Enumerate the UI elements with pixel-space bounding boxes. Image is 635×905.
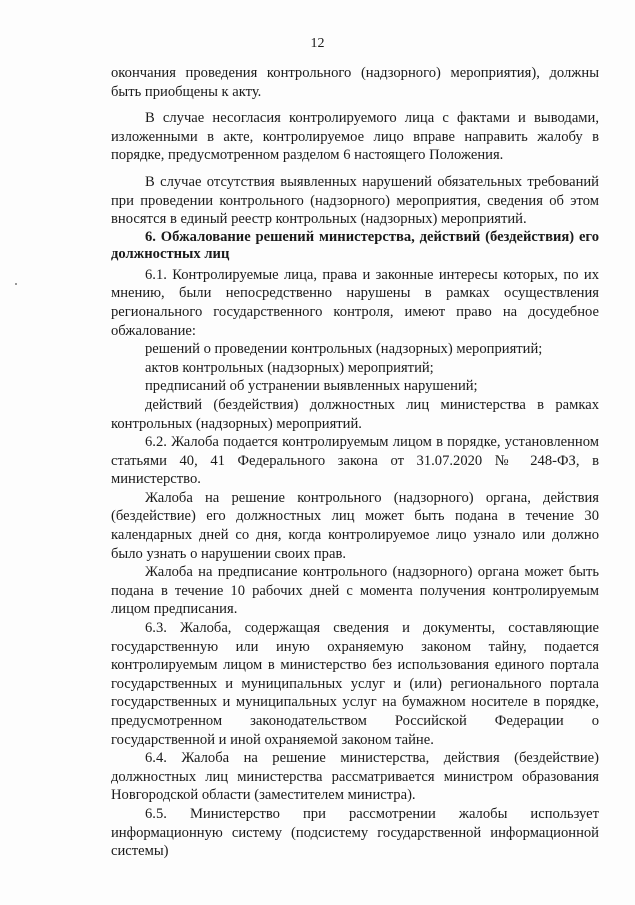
paragraph-disagreement: В случае несогласия контролируемого лица с фактами и выводами, изложенными в акте, контролируемое лицо вправе направить жалобу в порядке, предусмотренном разделом 6 настоящего Положения.	[111, 110, 599, 164]
section-heading: 6. Обжалование решений министерства, действий (бездействия) его должностных лиц	[111, 228, 599, 262]
list-item: предписаний об устранении выявленных нарушений;	[145, 378, 478, 395]
scan-speck	[15, 283, 17, 285]
paragraph-continuation: окончания проведения контрольного (надзорного) мероприятия), должны быть приобщены к акту.	[111, 65, 599, 100]
list-item: решений о проведении контрольных (надзорных) мероприятий;	[145, 341, 543, 358]
paragraph-6-5: 6.5. Министерство при рассмотрении жалобы использует информационную систему (подсистему государственной информационной системы)	[111, 805, 599, 860]
paragraph-6-4: 6.4. Жалоба на решение министерства, действия (бездействие) должностных лиц министерства рассматривается министром образования Новгородской области (заместителем министра).	[111, 750, 599, 804]
list-item: действий (бездействия) должностных лиц министерства в рамках контрольных (надзорных) мероприятий.	[111, 396, 599, 432]
paragraph-6-3: 6.3. Жалоба, содержащая сведения и документы, составляющие государственную или иную охраняемую законом тайну, подается контролируемым лицом в министерство без использования единого портала государственных и муниципальных услуг и (или) регионального портала государственных и муниципальных услуг на бумажном носителе в порядке, предусмотренном законодательством Российской Федерации о государственной и иной охраняемой законом тайне.	[111, 620, 599, 748]
list-item: актов контрольных (надзорных) мероприятий;	[145, 359, 434, 376]
paragraph-no-violations: В случае отсутствия выявленных нарушений обязательных требований при проведении контрольного (надзорного) мероприятия, сведения об этом вносятся в единый реестр контрольных (надзорных) мероприятий.	[111, 173, 599, 228]
paragraph-6-2-appeal-term: Жалоба на решение контрольного (надзорного) органа, действия (бездействие) его должностных лиц может быть подана в течение 30 календарных дней со дня, когда контролируемое лицо узнало или должно было узнать о нарушении своих прав.	[111, 489, 599, 562]
paragraph-6-1: 6.1. Контролируемые лица, права и законные интересы которых, по их мнению, были непосредственно нарушены в рамках осуществления регионального государственного контроля, имеют право на досудебное обжалование:	[111, 266, 599, 339]
document-body	[111, 64, 599, 861]
page-number: 12	[310, 36, 325, 51]
paragraph-6-2: 6.2. Жалоба подается контролируемым лицом в порядке, установленном статьями 40, 41 Федерального закона от 31.07.2020 № 248-ФЗ, в министерство.	[111, 434, 599, 488]
paragraph-6-2-prescription-term: Жалоба на предписание контрольного (надзорного) органа может быть подана в течение 10 рабочих дней с момента получения контролируемым лицом предписания.	[111, 564, 599, 618]
